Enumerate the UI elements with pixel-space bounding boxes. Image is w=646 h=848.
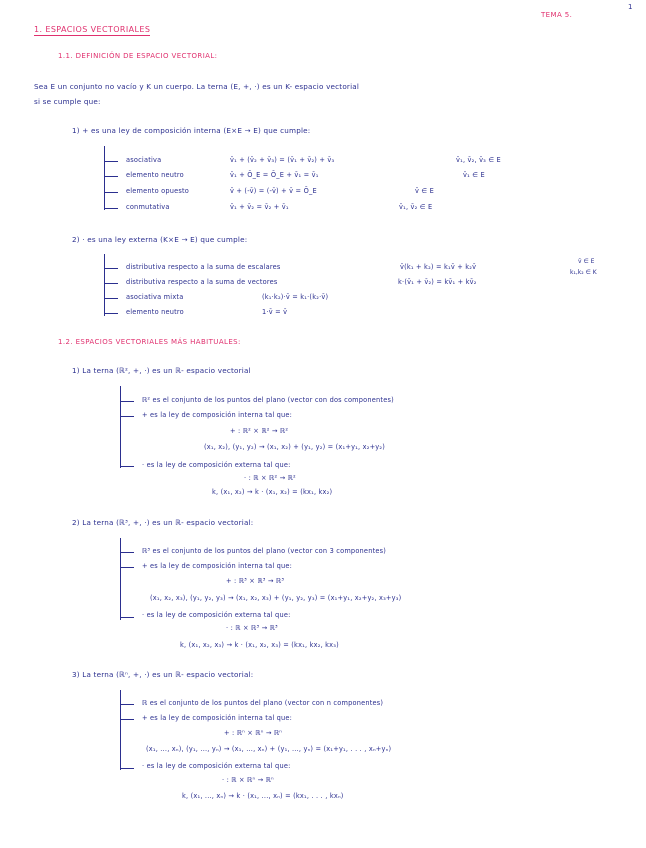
property-label: conmutativa (126, 203, 170, 211)
bracket-tick (104, 268, 118, 269)
section-title: 1. ESPACIOS VECTORIALES (34, 25, 151, 34)
bracket-tick (104, 176, 118, 177)
subsection-title: 1.1. DEFINICIÓN DE ESPACIO VECTORIAL: (58, 52, 218, 60)
bracket-tick (120, 704, 134, 705)
bracket-line (120, 538, 121, 620)
property-label: elemento opuesto (126, 187, 190, 195)
property-formula: 1·v̄ = v̄ (262, 308, 288, 316)
formula-line: k, (x₁, ..., xₙ) → k · (x₁, ..., xₙ) = (kx₁, . . . , kxₙ) (182, 792, 344, 800)
tema-label: TEMA 5. (541, 11, 573, 19)
bracket-line (104, 254, 105, 316)
property-label: asociativa mixta (126, 293, 184, 301)
property-condition: v̄₁, v̄₂ ∈ E (399, 203, 433, 211)
bracket-tick (120, 768, 134, 769)
formula-line: k, (x₁, x₂) → k · (x₁, x₂) = (kx₁, kx₂) (212, 488, 333, 496)
property-condition: v̄ ∈ E (415, 187, 435, 195)
property-condition: v̄₁ ∈ E (463, 171, 485, 179)
property-formula: k·(v̄₁ + v̄₂) = kv̄₁ + kv̄₂ (398, 278, 477, 286)
bracket-tick (120, 567, 134, 568)
definition-line: ℝ³ es el conjunto de los puntos del plano (vector con 3 componentes) (142, 547, 387, 555)
bracket-tick (104, 161, 118, 162)
condition-1-title: 1) + es una ley de composición interna (E×E → E) que cumple: (72, 126, 311, 135)
bracket-tick (120, 719, 134, 720)
property-label: distributiva respecto a la suma de escalares (126, 263, 281, 271)
formula-line: k, (x₁, x₂, x₃) → k · (x₁, x₂, x₃) = (kx₁, kx₂, kx₃) (180, 641, 339, 649)
condition-2-title: 2) · es una ley externa (K×E → E) que cumple: (72, 235, 248, 244)
formula-line: + : ℝⁿ × ℝⁿ → ℝⁿ (224, 729, 283, 737)
formula-line: (x₁, x₂, x₃), (y₁, y₂, y₃) → (x₁, x₂, x₃) + (y₁, y₂, y₃) = (x₁+y₁, x₂+y₂, x₃+y₃) (150, 594, 402, 602)
bracket-tick (104, 283, 118, 284)
bracket-tick (104, 208, 118, 209)
space-heading: 2) La terna (ℝ³, +, ·) es un ℝ- espacio vectorial: (72, 518, 254, 527)
bracket-tick (104, 298, 118, 299)
formula-line: · : ℝ × ℝ² → ℝ² (244, 474, 296, 482)
subsection-title: 1.2. ESPACIOS VECTORIALES MÁS HABITUALES: (58, 338, 241, 346)
formula-line: · : ℝ × ℝ³ → ℝ³ (226, 624, 278, 632)
side-note: v̄ ∈ E (578, 258, 595, 265)
bracket-tick (120, 466, 134, 467)
formula-line: (x₁, ..., xₙ), (y₁, ..., yₙ) → (x₁, ..., xₙ) + (y₁, ..., yₙ) = (x₁+y₁, . . . , xₙ+yₙ) (146, 745, 392, 753)
definition-line: ℝ es el conjunto de los puntos del plano (vector con n componentes) (142, 699, 384, 707)
definition-line: + es la ley de composición interna tal que: (142, 562, 293, 570)
property-formula: v̄₁ + (v̄₂ + v̄₃) = (v̄₁ + v̄₂) + v̄₃ (230, 156, 335, 164)
bracket-tick (120, 416, 134, 417)
definition-line: + es la ley de composición interna tal que: (142, 714, 293, 722)
definition-line: ℝ² es el conjunto de los puntos del plano (vector con dos componentes) (142, 396, 394, 404)
property-formula: v̄₁ + Ō_E = Ō_E + v̄₁ = v̄₁ (230, 171, 319, 179)
property-condition: v̄₁, v̄₂, v̄₃ ∈ E (456, 156, 501, 164)
property-formula: v̄ + (-v̄) = (-v̄) + v̄ = Ō_E (230, 187, 317, 195)
formula-line: + : ℝ² × ℝ² → ℝ² (230, 427, 289, 435)
bracket-line (104, 146, 105, 210)
property-formula: (k₁·k₂)·v̄ = k₁·(k₂·v̄) (262, 293, 329, 301)
bracket-line (120, 386, 121, 468)
formula-line: (x₁, x₂), (y₁, y₂) → (x₁, x₂) + (y₁, y₂) = (x₁+y₁, x₂+y₂) (204, 443, 386, 451)
definition-line: · es la ley de composición externa tal que: (142, 461, 291, 469)
space-heading: 3) La terna (ℝⁿ, +, ·) es un ℝ- espacio vectorial: (72, 670, 254, 679)
property-label: elemento neutro (126, 308, 184, 316)
page-number: 1 (628, 3, 633, 11)
intro-line-1: Sea E un conjunto no vacío y K un cuerpo. La terna (E, +, ·) es un K- espacio vectorial (34, 82, 360, 91)
intro-line-2: si se cumple que: (34, 97, 101, 106)
definition-line: · es la ley de composición externa tal que: (142, 611, 291, 619)
bracket-tick (120, 552, 134, 553)
bracket-tick (104, 313, 118, 314)
side-note: k₁,k₂ ∈ K (570, 269, 597, 276)
bracket-tick (120, 617, 134, 618)
bracket-tick (104, 192, 118, 193)
space-heading: 1) La terna (ℝ², +, ·) es un ℝ- espacio vectorial (72, 366, 251, 375)
bracket-tick (120, 401, 134, 402)
property-label: elemento neutro (126, 171, 184, 179)
definition-line: · es la ley de composición externa tal que: (142, 762, 291, 770)
bracket-line (120, 690, 121, 770)
definition-line: + es la ley de composición interna tal que: (142, 411, 293, 419)
property-formula: v̄₁ + v̄₂ = v̄₂ + v̄₁ (230, 203, 289, 211)
property-label: asociativa (126, 156, 162, 164)
property-formula: v̄(k₁ + k₂) = k₁v̄ + k₂v̄ (400, 263, 477, 271)
formula-line: + : ℝ³ × ℝ³ → ℝ³ (226, 577, 285, 585)
property-label: distributiva respecto a la suma de vectores (126, 278, 278, 286)
formula-line: · : ℝ × ℝⁿ → ℝⁿ (222, 776, 274, 784)
